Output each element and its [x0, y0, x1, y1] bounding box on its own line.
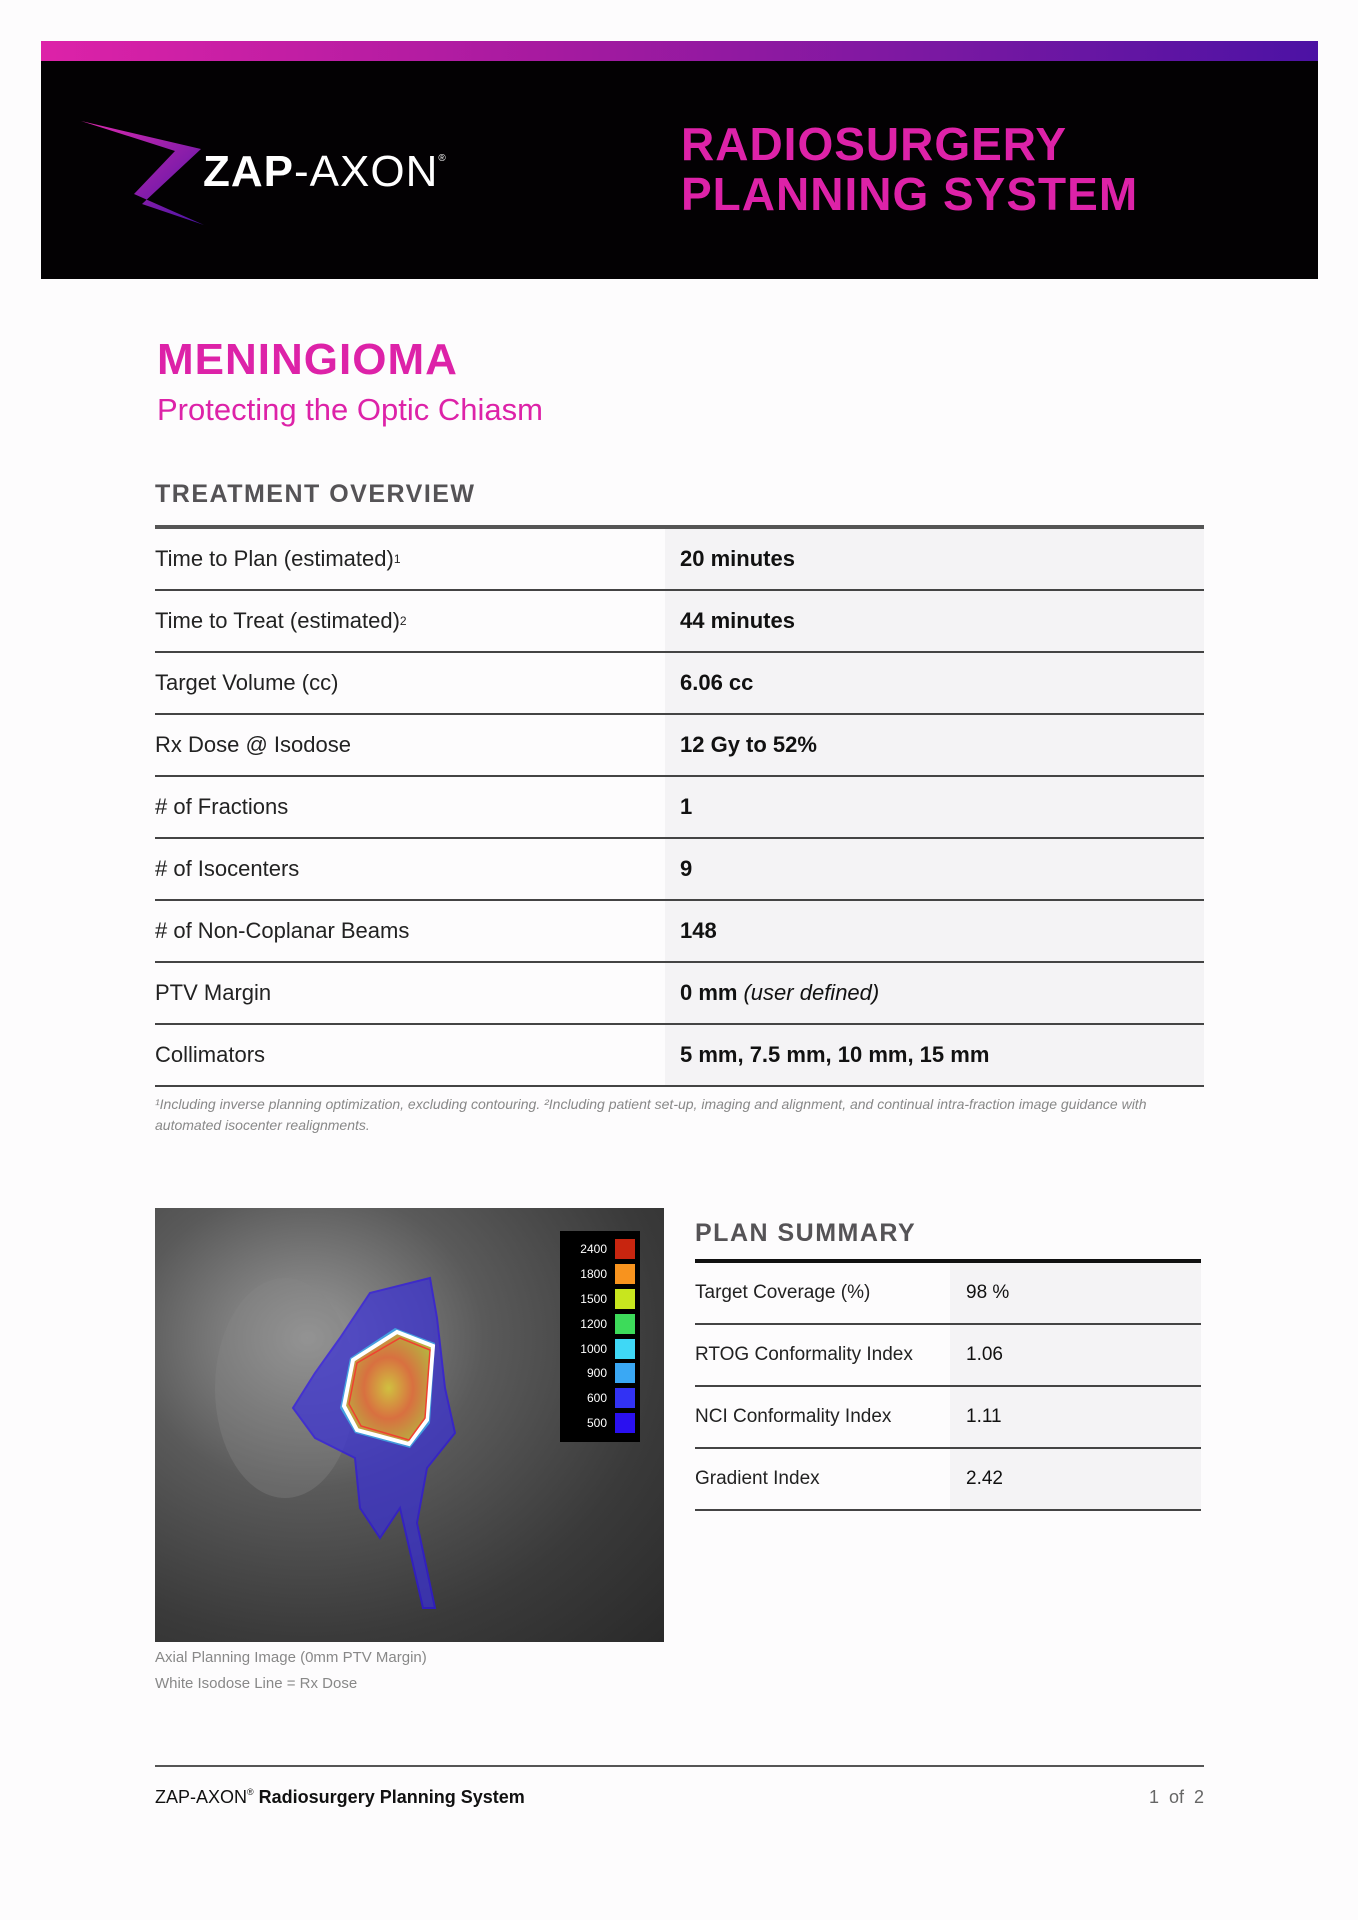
legend-swatch — [615, 1363, 635, 1383]
page-indicator: 1 of 2 — [1148, 1787, 1204, 1807]
row-label: Rx Dose @ Isodose — [155, 732, 351, 757]
table-row — [155, 901, 1204, 963]
table-row — [155, 715, 1204, 777]
legend-swatch — [615, 1314, 635, 1334]
row-label: Target Volume (cc) — [155, 670, 339, 695]
legend-item: 1500 — [565, 1287, 635, 1312]
row-value: 5 mm, 7.5 mm, 10 mm, 15 mm — [665, 1025, 1204, 1085]
footnote-ref: 1 — [393, 552, 401, 566]
legend-swatch — [615, 1339, 635, 1359]
row-label: RTOG Conformality Index — [695, 1344, 913, 1365]
row-label: # of Isocenters — [155, 856, 300, 881]
row-label: NCI Conformality Index — [695, 1406, 892, 1427]
treatment-overview-title: TREATMENT OVERVIEW — [155, 480, 476, 508]
footer-divider — [155, 1765, 1204, 1767]
row-value: 20 minutes — [665, 529, 1204, 589]
image-caption: Axial Planning Image (0mm PTV Margin) — [155, 1649, 427, 1666]
legend-item: 500 — [565, 1411, 635, 1436]
row-label: # of Non-Coplanar Beams — [155, 918, 410, 943]
logo-suffix: -AXON — [294, 147, 439, 196]
table-row — [695, 1387, 1201, 1449]
row-label: Gradient Index — [695, 1468, 820, 1489]
row-label: Time to Plan (estimated) — [155, 546, 394, 571]
treatment-overview-table — [155, 525, 1204, 1087]
footnote: ¹Including inverse planning optimization, excluding contouring. ²Including patient set-up, imaging and alignment, and continual intra-fraction image guidance with automated isocenter realignments. — [155, 1096, 1147, 1133]
legend-swatch — [615, 1413, 635, 1433]
row-label: Time to Treat (estimated) — [155, 608, 400, 633]
legend-item: 1800 — [565, 1262, 635, 1287]
row-value: 44 minutes — [665, 591, 1204, 651]
lightning-chevron-icon — [79, 119, 219, 229]
legend-item: 1200 — [565, 1311, 635, 1336]
row-value: 12 Gy to 52% — [665, 715, 1204, 775]
legend-item: 600 — [565, 1386, 635, 1411]
row-label: PTV Margin — [155, 980, 272, 1005]
legend-swatch — [615, 1289, 635, 1309]
zap-axon-logo — [79, 119, 499, 229]
table-row — [155, 653, 1204, 715]
plan-summary-title: PLAN SUMMARY — [695, 1219, 917, 1247]
table-row — [155, 591, 1204, 653]
table-row — [695, 1325, 1201, 1387]
legend-item: 1000 — [565, 1336, 635, 1361]
table-row — [695, 1449, 1201, 1511]
page-title: MENINGIOMA — [157, 335, 458, 384]
header-title-line2: PLANNING SYSTEM — [681, 168, 1139, 220]
footer-product — [155, 1787, 525, 1808]
footer-brand: ZAP-AXON — [155, 1787, 248, 1807]
table-row — [695, 1263, 1201, 1325]
table-row — [155, 963, 1204, 1025]
row-value: 1.11 — [950, 1387, 1201, 1447]
legend-swatch — [615, 1239, 635, 1259]
image-caption-note: White Isodose Line = Rx Dose — [155, 1675, 358, 1692]
footer-product-name: Radiosurgery Planning System — [258, 1787, 525, 1807]
row-label: Collimators — [155, 1042, 266, 1067]
row-value: 0 mm — [680, 980, 738, 1005]
legend-item: 2400 — [565, 1237, 635, 1262]
header-title — [681, 119, 1138, 219]
plan-summary-table — [695, 1259, 1201, 1511]
registered-mark: ® — [247, 1787, 254, 1797]
table-row — [155, 839, 1204, 901]
footnote-ref: 2 — [399, 614, 407, 628]
header-title-line1: RADIOSURGERY — [681, 118, 1067, 170]
legend-item: 900 — [565, 1361, 635, 1386]
legend-swatch — [615, 1388, 635, 1408]
table-row — [155, 529, 1204, 591]
header-banner — [41, 41, 1318, 279]
row-value: 1.06 — [950, 1325, 1201, 1385]
row-label: # of Fractions — [155, 794, 289, 819]
row-value-note: (user defined) — [743, 980, 880, 1005]
gradient-bar — [41, 41, 1318, 61]
table-row — [155, 1025, 1204, 1087]
row-value: 6.06 cc — [665, 653, 1204, 713]
row-label: Target Coverage (%) — [695, 1282, 871, 1303]
row-value: 9 — [665, 839, 1204, 899]
registered-mark: ® — [438, 153, 447, 164]
row-value: 2.42 — [950, 1449, 1201, 1509]
row-value: 98 % — [950, 1263, 1201, 1323]
page-subtitle: Protecting the Optic Chiasm — [157, 392, 543, 427]
axial-planning-image — [155, 1208, 664, 1642]
row-value: 148 — [665, 901, 1204, 961]
logo-prefix: ZAP — [203, 147, 294, 196]
row-value: 1 — [665, 777, 1204, 837]
legend-swatch — [615, 1264, 635, 1284]
dose-legend — [560, 1231, 640, 1442]
table-row — [155, 777, 1204, 839]
